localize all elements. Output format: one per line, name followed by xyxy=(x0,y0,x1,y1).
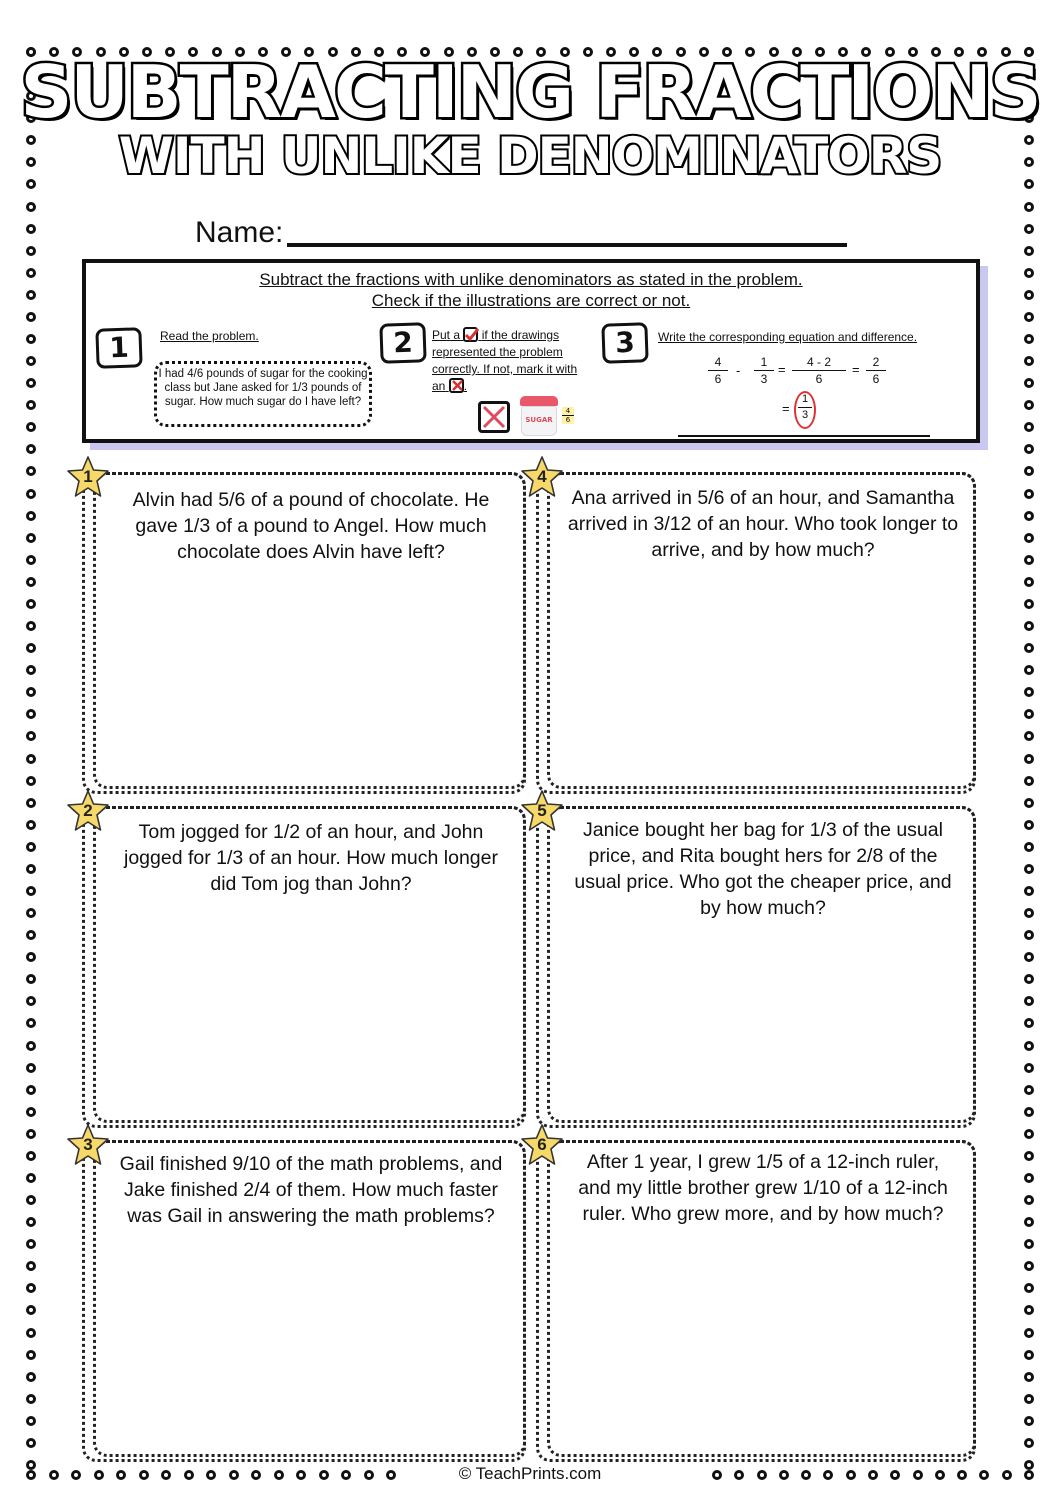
ring-dot xyxy=(26,224,36,234)
x-mark-icon xyxy=(478,401,510,433)
ring-dot xyxy=(26,709,36,719)
ring-dot xyxy=(26,754,36,764)
fraction-2-num: 1 xyxy=(760,355,768,369)
step-2-text-end: . xyxy=(463,379,468,393)
ring-dot xyxy=(1024,378,1034,388)
jar-fraction-num: 4 xyxy=(565,407,571,415)
problem-text: After 1 year, I grew 1/5 of a 12-inch ruler, and my little brother grew 1/10 of a 12-inch ruler. Who grew more, and by how much? xyxy=(578,1151,948,1225)
fraction-1-num: 4 xyxy=(714,355,722,369)
problem-card-2[interactable] xyxy=(82,801,526,1128)
ring-dot xyxy=(1024,687,1034,697)
ring-dot xyxy=(26,1151,36,1161)
ring-dot xyxy=(26,1416,36,1426)
sample-problem: I had 4/6 pounds of sugar for the cooking class but Jane asked for 1/3 pounds of sugar. How much sugar do I have left? xyxy=(154,361,372,427)
ring-dot xyxy=(26,1239,36,1249)
ring-dot xyxy=(1024,1416,1034,1426)
ring-dot xyxy=(26,952,36,962)
problem-number: 3 xyxy=(83,1135,93,1154)
instructions-heading-line1: Subtract the fractions with unlike denominators as stated in the problem. xyxy=(259,270,803,289)
ring-dot xyxy=(26,864,36,874)
ring-dot xyxy=(1024,798,1034,808)
ring-dot xyxy=(26,731,36,741)
ring-dot xyxy=(1024,268,1034,278)
ring-dot xyxy=(1024,1261,1034,1271)
ring-dot xyxy=(1024,599,1034,609)
ring-dot xyxy=(1024,1041,1034,1051)
minus-sign: - xyxy=(736,363,741,378)
ring-dot xyxy=(26,202,36,212)
ring-dot xyxy=(26,246,36,256)
name-label: Name: xyxy=(195,216,284,249)
ring-dot xyxy=(1024,356,1034,366)
step-1-text: Read the problem. xyxy=(160,329,259,343)
answer-den: 3 xyxy=(801,409,809,421)
ring-dot xyxy=(26,1129,36,1139)
ring-dot xyxy=(26,268,36,278)
ring-dot xyxy=(26,533,36,543)
ring-dot xyxy=(1024,224,1034,234)
ring-dot xyxy=(1024,908,1034,918)
problem-number: 4 xyxy=(537,467,547,486)
instructions-heading-line2: Check if the illustrations are correct or not. xyxy=(371,291,691,310)
ring-dot xyxy=(1024,974,1034,984)
equals-sign-2: = xyxy=(852,362,860,377)
ring-dot xyxy=(1024,996,1034,1006)
star-badge-icon xyxy=(519,1123,565,1167)
ring-dot xyxy=(26,1305,36,1315)
ring-border-left xyxy=(26,47,36,1470)
equals-sign-1: = xyxy=(778,362,786,377)
ring-dot xyxy=(1024,290,1034,300)
ring-dot xyxy=(1024,202,1034,212)
ring-dot xyxy=(1024,1239,1034,1249)
ring-dot xyxy=(1024,1018,1034,1028)
ring-dot xyxy=(1024,1328,1034,1338)
sugar-jar-icon xyxy=(520,396,558,436)
ring-dot xyxy=(1024,489,1034,499)
ring-dot xyxy=(26,1173,36,1183)
problem-number: 1 xyxy=(83,467,93,486)
page-title: SUBTRACTING FRACTIONS xyxy=(20,50,1040,134)
step-3-badge: 3 xyxy=(601,322,648,364)
fraction-3 xyxy=(792,355,846,386)
name-field[interactable] xyxy=(195,216,847,250)
ring-dot xyxy=(26,1328,36,1338)
ring-dot xyxy=(26,643,36,653)
fraction-3-den: 6 xyxy=(815,372,823,386)
step-2-text-after: if the drawings represented the problem correctly. If not, mark it with an xyxy=(432,328,578,393)
problem-card-4[interactable] xyxy=(536,467,976,794)
fraction-2 xyxy=(754,355,774,386)
ring-dot xyxy=(1024,1129,1034,1139)
ring-dot xyxy=(26,356,36,366)
ring-dot xyxy=(1024,1107,1034,1117)
ring-dot xyxy=(1024,1438,1034,1448)
ring-dot xyxy=(26,886,36,896)
ring-dot xyxy=(1024,1217,1034,1227)
ring-dot xyxy=(1024,709,1034,719)
ring-dot xyxy=(26,908,36,918)
ring-dot xyxy=(1024,886,1034,896)
ring-dot xyxy=(1024,864,1034,874)
ring-dot xyxy=(26,996,36,1006)
ring-dot xyxy=(26,466,36,476)
ring-dot xyxy=(26,1063,36,1073)
jar-fraction xyxy=(562,407,574,424)
ring-dot xyxy=(1024,1173,1034,1183)
ring-dot xyxy=(1024,444,1034,454)
problem-text: Ana arrived in 5/6 of an hour, and Samantha arrived in 3/12 of an hour. Who took longer to arrive, and by how much? xyxy=(567,487,959,561)
ring-dot xyxy=(26,687,36,697)
problem-text: Alvin had 5/6 of a pound of chocolate. He gave 1/3 of a pound to Angel. How much chocolate does Alvin have left? xyxy=(132,489,490,563)
star-badge-icon xyxy=(519,455,565,499)
instructions-panel xyxy=(82,259,980,443)
ring-dot xyxy=(1024,665,1034,675)
ring-dot xyxy=(26,1350,36,1360)
ring-dot xyxy=(1024,842,1034,852)
ring-dot xyxy=(1024,1305,1034,1315)
fraction-4-num: 2 xyxy=(872,355,880,369)
ring-dot xyxy=(26,798,36,808)
ring-dot xyxy=(1024,1283,1034,1293)
page-subtitle: WITH UNLIKE DENOMINATORS xyxy=(118,127,942,185)
fraction-1 xyxy=(708,355,728,386)
ring-dot xyxy=(26,1041,36,1051)
problem-number: 2 xyxy=(83,801,93,820)
problem-number: 6 xyxy=(537,1135,547,1154)
ring-dot xyxy=(26,489,36,499)
ring-dot xyxy=(1024,334,1034,344)
ring-dot xyxy=(26,290,36,300)
step-2-badge: 2 xyxy=(379,322,426,364)
fraction-4 xyxy=(866,355,886,386)
problem-card-1[interactable] xyxy=(82,467,526,794)
jar-label: SUGAR xyxy=(525,416,553,424)
ring-dot xyxy=(1024,1372,1034,1382)
fraction-3-num: 4 - 2 xyxy=(806,355,831,369)
answer-line xyxy=(678,435,930,437)
instructions-heading xyxy=(86,269,976,311)
problem-number: 5 xyxy=(537,801,547,820)
fraction-1-den: 6 xyxy=(714,372,722,386)
ring-dot xyxy=(1024,533,1034,543)
ring-dot xyxy=(1024,577,1034,587)
fraction-2-den: 3 xyxy=(760,372,768,386)
ring-dot xyxy=(1024,621,1034,631)
fraction-4-den: 6 xyxy=(872,372,880,386)
ring-dot xyxy=(26,555,36,565)
step-3-text: Write the corresponding equation and difference. xyxy=(658,330,918,344)
ring-dot xyxy=(26,1394,36,1404)
ring-dot xyxy=(26,776,36,786)
ring-dot xyxy=(26,1438,36,1448)
ring-dot xyxy=(26,312,36,322)
ring-dot xyxy=(26,400,36,410)
problem-text: Gail finished 9/10 of the math problems, and Jake finished 2/4 of them. How much faster was Gail in answering the math problems? xyxy=(119,1153,503,1227)
ring-dot xyxy=(1024,643,1034,653)
ring-dot xyxy=(1024,1350,1034,1360)
ring-dot xyxy=(26,334,36,344)
problem-card-3[interactable] xyxy=(82,1135,526,1462)
ring-dot xyxy=(26,1283,36,1293)
star-badge-icon xyxy=(65,1123,111,1167)
problem-text: Tom jogged for 1/2 of an hour, and John jogged for 1/3 of an hour. How much longer did Tom jog than John? xyxy=(124,821,498,895)
x-mark-small-icon xyxy=(449,378,464,393)
ring-dot xyxy=(26,930,36,940)
ring-dot xyxy=(1024,466,1034,476)
ring-dot xyxy=(1024,776,1034,786)
ring-dot xyxy=(26,621,36,631)
ring-dot xyxy=(26,974,36,984)
ring-dot xyxy=(26,378,36,388)
ring-dot xyxy=(1024,555,1034,565)
ring-dot xyxy=(26,511,36,521)
problem-card-6[interactable] xyxy=(536,1135,976,1462)
problem-card-5[interactable] xyxy=(536,801,976,1128)
ring-dot xyxy=(1024,422,1034,432)
star-badge-icon xyxy=(519,789,565,833)
step-2-text-before: Put a xyxy=(432,328,461,342)
ring-dot xyxy=(26,665,36,675)
star-badge-icon xyxy=(65,789,111,833)
ring-dot xyxy=(1024,731,1034,741)
ring-dot xyxy=(26,577,36,587)
ring-dot xyxy=(26,444,36,454)
equals-sign-3: = xyxy=(782,401,790,416)
ring-dot xyxy=(1024,930,1034,940)
ring-dot xyxy=(26,1372,36,1382)
ring-dot xyxy=(26,1085,36,1095)
ring-border-right xyxy=(1024,47,1034,1470)
copyright-footer: © TeachPrints.com xyxy=(458,1464,602,1483)
ring-dot xyxy=(26,1261,36,1271)
ring-dot xyxy=(26,599,36,609)
ring-dot xyxy=(26,1195,36,1205)
step-1-badge: 1 xyxy=(95,327,142,369)
jar-fraction-den: 6 xyxy=(565,416,571,424)
star-badge-icon xyxy=(65,455,111,499)
ring-dot xyxy=(1024,952,1034,962)
ring-dot xyxy=(1024,754,1034,764)
name-line[interactable] xyxy=(287,243,847,247)
problem-text: Janice bought her bag for 1/3 of the usual price, and Rita bought hers for 2/8 of the usual price. Who got the cheaper price, and by how much? xyxy=(574,819,952,919)
ring-dot xyxy=(1024,400,1034,410)
ring-dot xyxy=(26,1018,36,1028)
answer-num: 1 xyxy=(801,393,809,405)
ring-dot xyxy=(26,842,36,852)
ring-dot xyxy=(1024,820,1034,830)
ring-dot xyxy=(1024,312,1034,322)
ring-dot xyxy=(1024,1394,1034,1404)
ring-dot xyxy=(26,1107,36,1117)
ring-dot xyxy=(1024,1085,1034,1095)
step-2-text xyxy=(432,327,592,395)
ring-dot xyxy=(1024,1151,1034,1161)
ring-dot xyxy=(1024,511,1034,521)
ring-dot xyxy=(26,1217,36,1227)
ring-dot xyxy=(1024,1063,1034,1073)
check-mark-icon xyxy=(463,327,478,342)
ring-dot xyxy=(1024,246,1034,256)
ring-dot xyxy=(1024,1195,1034,1205)
ring-dot xyxy=(26,820,36,830)
answer-fraction xyxy=(798,393,812,422)
ring-dot xyxy=(26,422,36,432)
